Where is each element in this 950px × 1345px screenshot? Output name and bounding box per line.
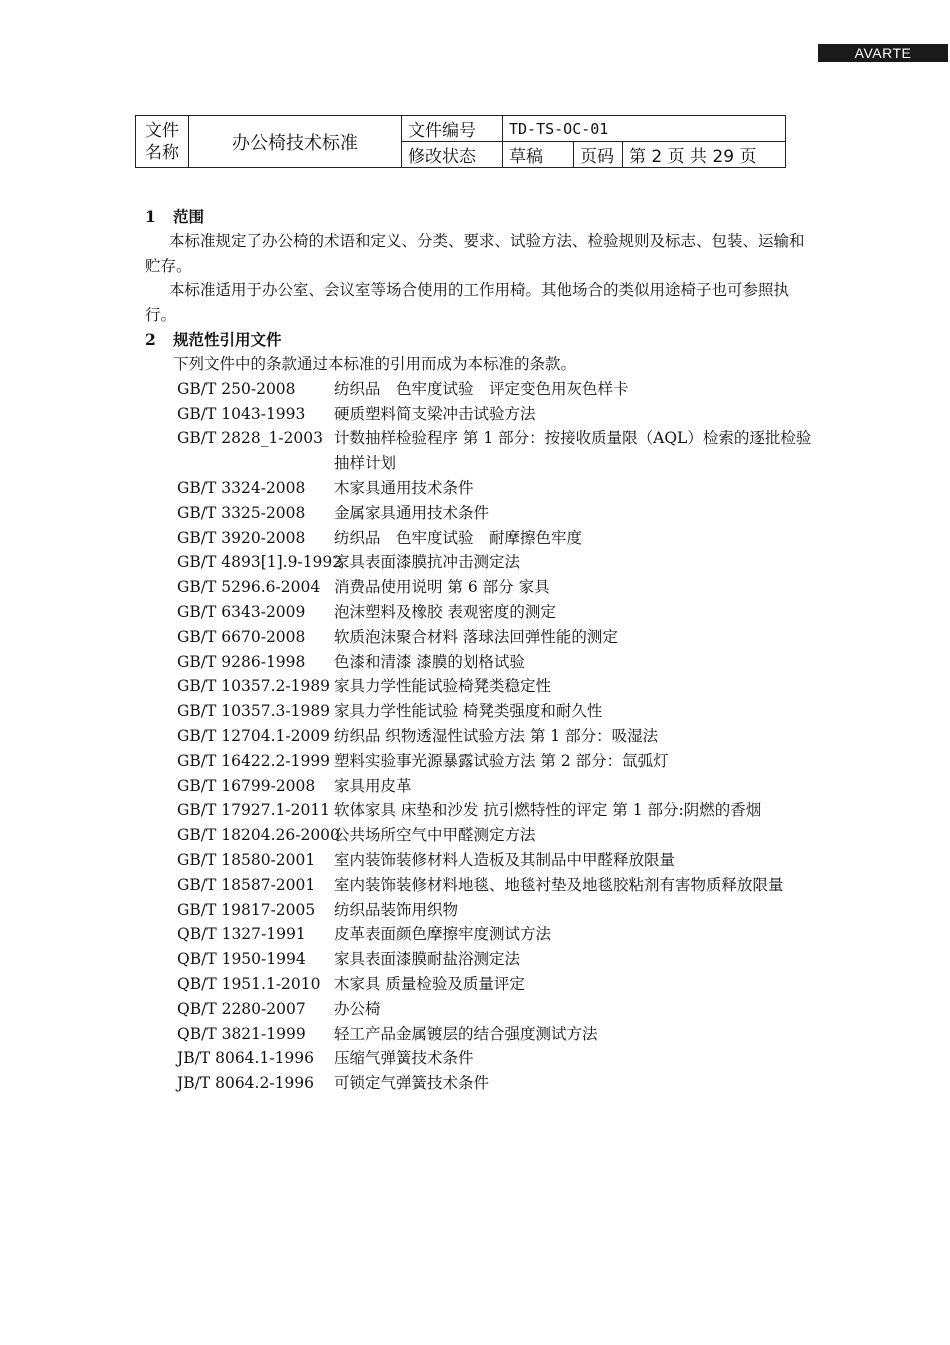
reference-code: GB/T 3920-2008 [177,528,306,547]
reference-item [177,724,815,749]
reference-title: 皮革表面颜色摩擦牢度测试方法 [334,925,552,944]
reference-title: 家具力学性能试验 椅凳类强度和耐久性 [334,702,603,721]
reference-code: QB/T 3821-1999 [177,1024,306,1043]
reference-item [177,997,815,1022]
section-2-intro: 下列文件中的条款通过本标准的引用而成为本标准的条款。 [173,355,577,373]
reference-item [177,749,815,774]
reference-code: GB/T 18580-2001 [177,850,316,869]
reference-code: QB/T 1327-1991 [177,925,306,944]
reference-code: GB/T 19817-2005 [177,900,316,919]
reference-item [177,377,815,402]
reference-item [177,674,815,699]
reference-code: GB/T 3325-2008 [177,503,306,522]
reference-title: 软质泡沫聚合材料 落球法回弹性能的测定 [334,627,618,646]
reference-code: GB/T 5296.6-2004 [177,578,321,597]
reference-item [177,501,815,526]
section-title: 范围 [173,207,205,226]
reference-item [177,476,815,501]
reference-code: GB/T 16422.2-1999 [177,751,331,770]
reference-item [177,426,815,476]
company-logo: AVARTE [818,44,948,62]
reference-item [177,823,815,848]
page-label: 页码 [574,142,623,168]
reference-item [177,1022,815,1047]
reference-item [177,873,815,898]
revision-value: 草稿 [503,142,574,168]
reference-item [177,848,815,873]
reference-item [177,402,815,427]
reference-title: 纺织品 色牢度试验 评定变色用灰色样卡 [334,379,629,398]
reference-item [177,972,815,997]
reference-code: GB/T 18587-2001 [177,875,316,894]
reference-title: 金属家具通用技术条件 [334,503,490,522]
doc-name-label: 文件 名称 [136,116,189,168]
reference-item [177,526,815,551]
section-number: 2 [145,330,156,349]
section-number: 1 [145,207,156,226]
reference-code: JB/T 8064.2-1996 [177,1074,315,1093]
reference-title: 可锁定气弹簧技术条件 [334,1074,490,1093]
document-header-table [135,115,786,168]
section-2-heading [145,327,815,352]
reference-title: 木家具通用技术条件 [334,478,474,497]
reference-item [177,699,815,724]
reference-title: 纺织品装饰用织物 [334,900,459,919]
reference-title: 轻工产品金属镀层的结合强度测试方法 [334,1024,598,1043]
reference-item [177,625,815,650]
doc-title: 办公椅技术标准 [189,116,402,168]
revision-label: 修改状态 [402,142,503,168]
reference-list [177,377,815,1096]
reference-code: JB/T 8064.1-1996 [177,1049,315,1068]
reference-code: GB/T 250-2008 [177,379,296,398]
reference-code: GB/T 10357.3-1989 [177,702,331,721]
section-1-paragraph-1: 本标准规定了办公椅的术语和定义、分类、要求、试验方法、检验规则及标志、包装、运输和贮存。 [145,232,805,275]
reference-code: GB/T 3324-2008 [177,478,306,497]
reference-title: 纺织品 色牢度试验 耐摩擦色牢度 [334,528,583,547]
reference-title: 家具力学性能试验椅凳类稳定性 [334,677,552,696]
section-title: 规范性引用文件 [173,330,282,349]
page-value: 第 2 页 共 29 页 [623,142,786,168]
reference-item [177,650,815,675]
reference-code: GB/T 17927.1-2011 [177,801,331,820]
reference-code: GB/T 18204.26-2000 [177,826,340,845]
reference-code: QB/T 1950-1994 [177,950,306,969]
reference-title: 室内装饰装修材料人造板及其制品中甲醛释放限量 [334,850,676,869]
reference-item [177,575,815,600]
reference-title: 计数抽样检验程序 第 1 部分：按接收质量限（AQL）检索的逐批检验抽样计划 [334,429,812,473]
reference-code: GB/T 6343-2009 [177,602,306,621]
reference-item [177,898,815,923]
doc-no-label: 文件编号 [402,116,503,142]
reference-item [177,922,815,947]
reference-title: 家具用皮革 [334,776,412,795]
reference-title: 木家具 质量检验及质量评定 [334,974,525,993]
reference-item [177,947,815,972]
reference-code: GB/T 6670-2008 [177,627,306,646]
reference-title: 家具表面漆膜抗冲击测定法 [334,553,521,572]
reference-title: 色漆和清漆 漆膜的划格试验 [334,652,525,671]
reference-title: 泡沫塑料及橡胶 表观密度的测定 [334,602,556,621]
reference-item [177,550,815,575]
reference-item [177,798,815,823]
reference-title: 硬质塑料简支梁冲击试验方法 [334,404,536,423]
reference-code: GB/T 2828_1-2003 [177,429,324,448]
reference-code: GB/T 1043-1993 [177,404,306,423]
reference-item [177,600,815,625]
reference-item [177,774,815,799]
reference-item [177,1046,815,1071]
reference-title: 办公椅 [334,999,381,1018]
reference-code: GB/T 9286-1998 [177,652,306,671]
doc-no: TD-TS-OC-01 [503,116,786,142]
reference-title: 软体家具 床垫和沙发 抗引燃特性的评定 第 1 部分:阴燃的香烟 [334,801,762,820]
reference-code: GB/T 16799-2008 [177,776,316,795]
reference-title: 纺织品 织物透湿性试验方法 第 1 部分：吸湿法 [334,726,659,745]
reference-code: QB/T 1951.1-2010 [177,974,321,993]
reference-code: GB/T 12704.1-2009 [177,726,331,745]
reference-code: GB/T 10357.2-1989 [177,677,331,696]
section-1-paragraph-2: 本标准适用于办公室、会议室等场合使用的工作用椅。其他场合的类似用途椅子也可参照执行。 [145,281,790,324]
reference-title: 家具表面漆膜耐盐浴测定法 [334,950,521,969]
reference-title: 压缩气弹簧技术条件 [334,1049,474,1068]
reference-item [177,1071,815,1096]
reference-title: 室内装饰装修材料地毯、地毯衬垫及地毯胶粘剂有害物质释放限量 [334,875,784,894]
reference-code: QB/T 2280-2007 [177,999,306,1018]
reference-code: GB/T 4893[1].9-1992 [177,553,343,572]
reference-title: 公共场所空气中甲醛测定方法 [334,826,536,845]
document-body [145,204,815,1096]
reference-title: 塑料实验事光源暴露试验方法 第 2 部分：氙弧灯 [334,751,669,770]
section-1-heading [145,204,815,229]
reference-title: 消费品使用说明 第 6 部分 家具 [334,578,550,597]
